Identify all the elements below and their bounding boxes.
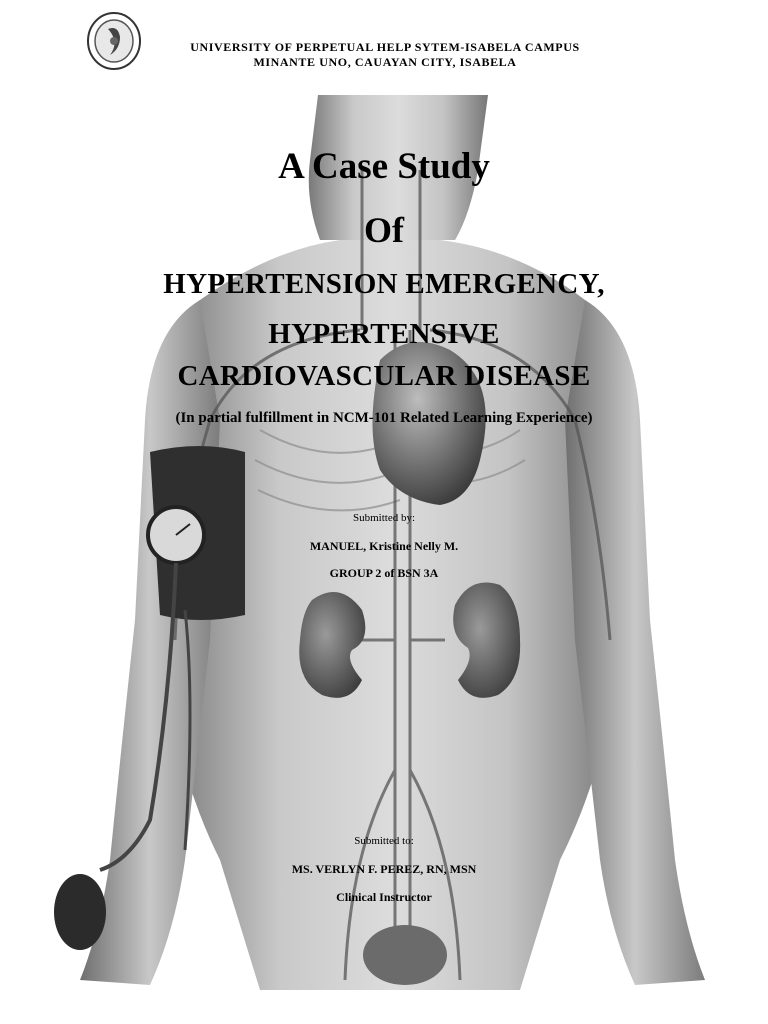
title-line-5: CARDIOVASCULAR DISEASE (177, 360, 591, 392)
submitted-by-label: Submitted by: (352, 512, 416, 524)
title-line-4: HYPERTENSIVE (268, 318, 500, 350)
instructor-role: Clinical Instructor (336, 890, 432, 904)
title-line-2: Of (364, 210, 404, 250)
student-name: MANUEL, Kristine Nelly M. (309, 539, 459, 553)
title-line-1: A Case Study (278, 146, 490, 187)
submitted-to-label: Submitted to: (354, 835, 414, 847)
student-group: GROUP 2 of BSN 3A (329, 566, 439, 580)
title-line-3: HYPERTENSION EMERGENCY, (163, 268, 605, 300)
instructor-name: MS. VERLYN F. PEREZ, RN, MSN (291, 862, 477, 876)
university-name: UNIVERSITY OF PERPETUAL HELP SYTEM-ISABELA CAMPUS (190, 40, 580, 54)
university-seal-icon (86, 11, 142, 71)
university-address: MINANTE UNO, CAUAYAN CITY, ISABELA (253, 55, 517, 69)
fulfillment-note: (In partial fulfillment in NCM-101 Related Learning Experience) (175, 410, 593, 426)
